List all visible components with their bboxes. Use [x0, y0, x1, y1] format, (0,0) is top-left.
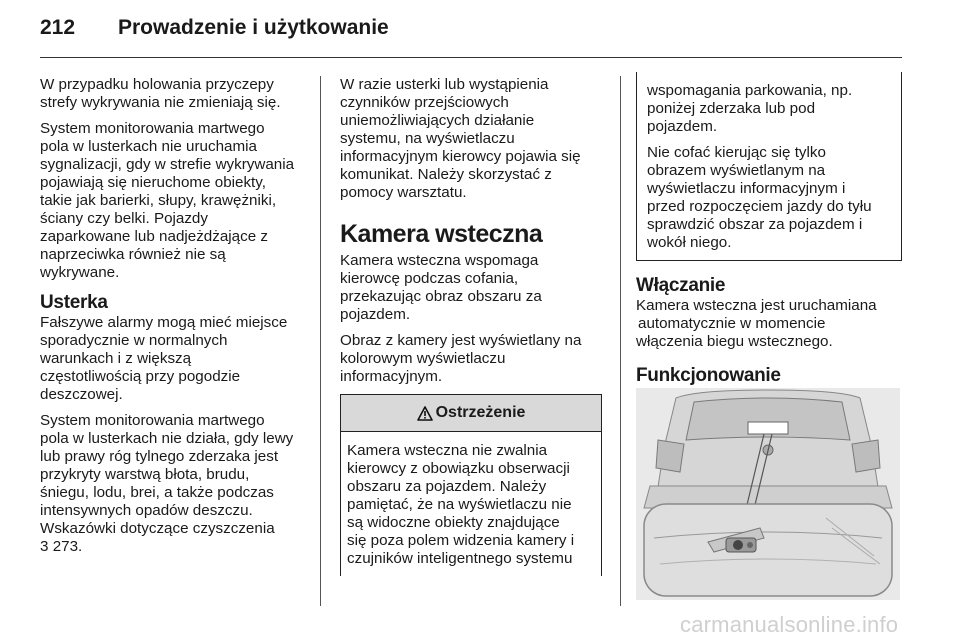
warning-continued-text-2: Nie cofać kierując się tylko obrazem wyświetlanym na wyświetlaczu informacyjnym i przed rozpoczęciem jazdy do tyłu sprawdzić obszar za pojazdem i wokół niego.	[647, 144, 872, 251]
rear-camera-illustration-icon	[636, 388, 900, 600]
paragraph-covered-bumper: System monitorowania martwego pola w lusterkach nie działa, gdy lewy lub prawy róg tylnego zderzaka jest przykryty warstwą błota, brudu, śniegu, lodu, brei, a także podczas intensywnych opadów deszczu. Wskazówki dotyczące czyszczenia 3 273.	[40, 412, 294, 555]
paragraph-static-objects: System monitorowania martwego pola w lusterkach nie uruchamia sygnalizacji, gdy w strefie wykrywania pojawiają się nieruchome obiekty, takie jak barierki, słupy, krawężniki, ściany czy belki. Pojazdy zaparkowane lub nadjeżdżające z naprzeciwka również nie są wykrywane.	[40, 120, 295, 281]
header-divider	[40, 57, 902, 58]
paragraph-camera-display: Obraz z kamery jest wyświetlany na kolorowym wyświetlaczu informacyjnym.	[340, 332, 582, 385]
column-1	[40, 76, 308, 564]
warning-box-continued	[636, 72, 902, 261]
page-number: 212	[40, 16, 76, 39]
heading-kamera-wsteczna: Kamera wsteczna	[340, 220, 543, 248]
heading-funkcjonowanie: Funkcjonowanie	[636, 365, 781, 386]
warning-continued-text-1: wspomagania parkowania, np. poniżej zderzaka lub pod pojazdem.	[647, 82, 853, 135]
paragraph-activation: Kamera wsteczna jest uruchamiana automatycznie w momencie włączenia biegu wstecznego.	[636, 297, 877, 350]
chapter-title: Prowadzenie i użytkowanie	[118, 16, 389, 39]
column-2	[340, 76, 604, 576]
warning-title: Ostrzeżenie	[435, 404, 526, 421]
warning-box	[340, 394, 602, 576]
column-3	[636, 76, 902, 387]
warning-text: Kamera wsteczna nie zwalnia kierowcy z obowiązku obserwacji obszaru za pojazdem. Należy pamiętać, że na wyświetlaczu nie są widoczne obiekty znajdujące się poza polem widzenia kamery i czujników inteligentnego systemu	[347, 442, 575, 567]
heading-usterka: Usterka	[40, 292, 108, 313]
paragraph-camera-intro: Kamera wsteczna wspomaga kierowcę podczas cofania, przekazując obraz obszaru za pojazdem.	[340, 252, 542, 323]
rear-camera-illustration	[636, 388, 900, 600]
paragraph-towing: W przypadku holowania przyczepy strefy wykrywania nie zmieniają się.	[40, 76, 281, 111]
column-divider-2	[620, 76, 621, 606]
warning-triangle-icon	[417, 406, 433, 421]
paragraph-false-alarms: Fałszywe alarmy mogą mieć miejsce sporadycznie w normalnych warunkach i z większą częstotliwością przy pogodzie deszczowej.	[40, 314, 288, 403]
warning-header	[341, 395, 601, 432]
heading-wlaczanie: Włączanie	[636, 275, 726, 296]
watermark: carmanualsonline.info	[680, 612, 899, 637]
paragraph-workshop: W razie usterki lub wystąpienia czynników przejściowych uniemożliwiających działanie systemu, na wyświetlaczu informacyjnym kierowcy pojawia się komunikat. Należy skorzystać z pomocy warsztatu.	[340, 76, 581, 201]
page-reference[interactable]: 273.	[52, 538, 83, 555]
column-divider-1	[320, 76, 321, 606]
page-reference-arrow-icon: 3	[40, 538, 49, 555]
